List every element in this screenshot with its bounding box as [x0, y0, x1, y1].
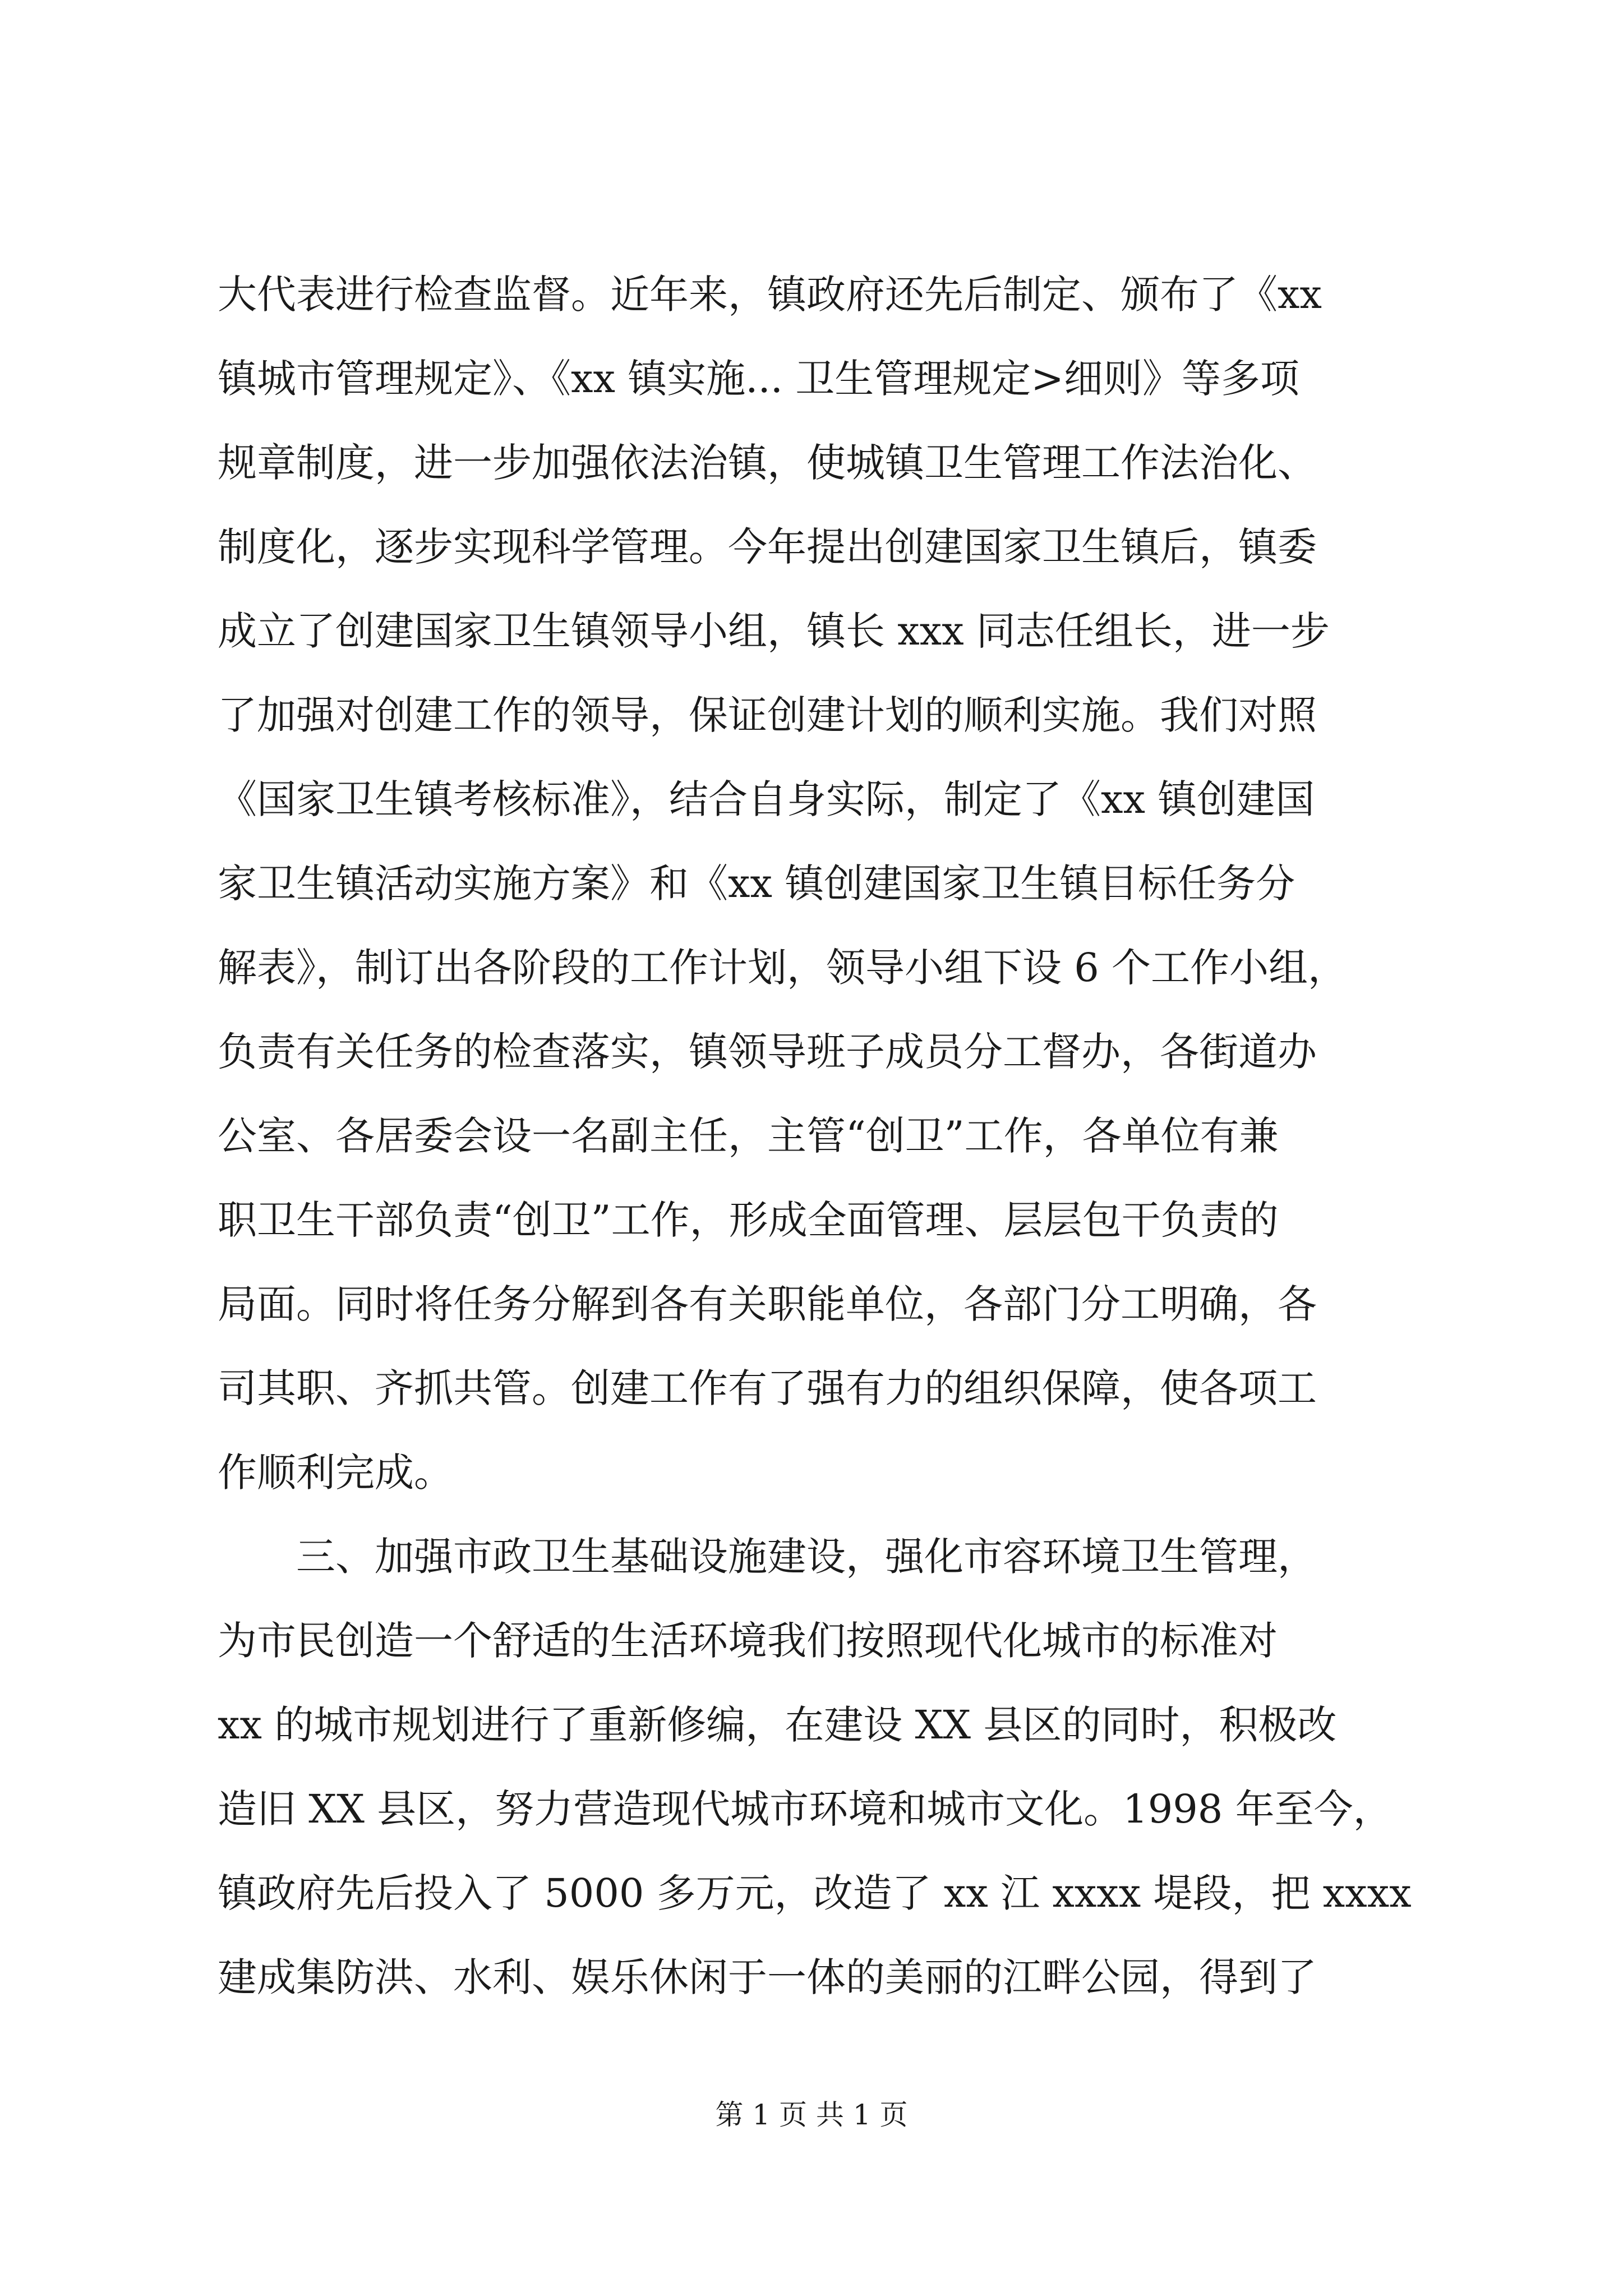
text-line: 造旧 XX 县区，努力营造现代城市环境和城市文化。1998 年至今，	[218, 1786, 1393, 1832]
text-line: 规章制度，进一步加强依法治镇，使城镇卫生管理工作法治化、	[218, 440, 1317, 486]
text-line: 解表》，制订出各阶段的工作计划，领导小组下设 6 个工作小组，	[218, 945, 1348, 991]
text-line: 大代表进行检查监督。近年来，镇政府还先后制定、颁布了《xx	[218, 272, 1322, 318]
text-line: 公室、各居委会设一名副主任，主管“创卫”工作，各单位有兼	[218, 1113, 1279, 1159]
text-line: 司其职、齐抓共管。创建工作有了强有力的组织保障，使各项工	[218, 1365, 1317, 1411]
section-heading: 三、加强市政卫生基础设施建设，强化市容环境卫生管理，	[218, 1534, 1317, 1580]
text-line: xx 的城市规划进行了重新修编，在建设 XX 县区的同时，积极改	[218, 1702, 1337, 1748]
text-line: 成立了创建国家卫生镇领导小组，镇长 xxx 同志任组长，进一步	[218, 608, 1330, 654]
text-line: 为市民创造一个舒适的生活环境我们按照现代化城市的标准对	[218, 1618, 1278, 1664]
text-line: 建成集防洪、水利、娱乐休闲于一体的美丽的江畔公园，得到了	[218, 1954, 1317, 2000]
text-line: 制度化，逐步实现科学管理。今年提出创建国家卫生镇后，镇委	[218, 524, 1317, 570]
text-line: 作顺利完成。	[218, 1450, 453, 1496]
text-line: 家卫生镇活动实施方案》和《xx 镇创建国家卫生镇目标任务分	[218, 861, 1295, 907]
text-line: 了加强对创建工作的领导，保证创建计划的顺利实施。我们对照	[218, 692, 1317, 738]
text-line: 镇政府先后投入了 5000 多万元，改造了 xx 江 xxxx 堤段，把 xxxx	[218, 1870, 1412, 1916]
page-footer: 第 1 页 共 1 页	[715, 2099, 908, 2131]
text-line: 《国家卫生镇考核标准》，结合自身实际，制定了《xx 镇创建国	[218, 776, 1315, 822]
text-line: 镇城市管理规定》、《xx 镇实施... 卫生管理规定>细则》等多项	[218, 356, 1299, 402]
text-line: 职卫生干部负责“创卫”工作，形成全面管理、层层包干负责的	[218, 1197, 1279, 1243]
text-line: 局面。同时将任务分解到各有关职能单位，各部门分工明确，各	[218, 1281, 1317, 1327]
text-line: 负责有关任务的检查落实，镇领导班子成员分工督办，各街道办	[218, 1029, 1317, 1075]
